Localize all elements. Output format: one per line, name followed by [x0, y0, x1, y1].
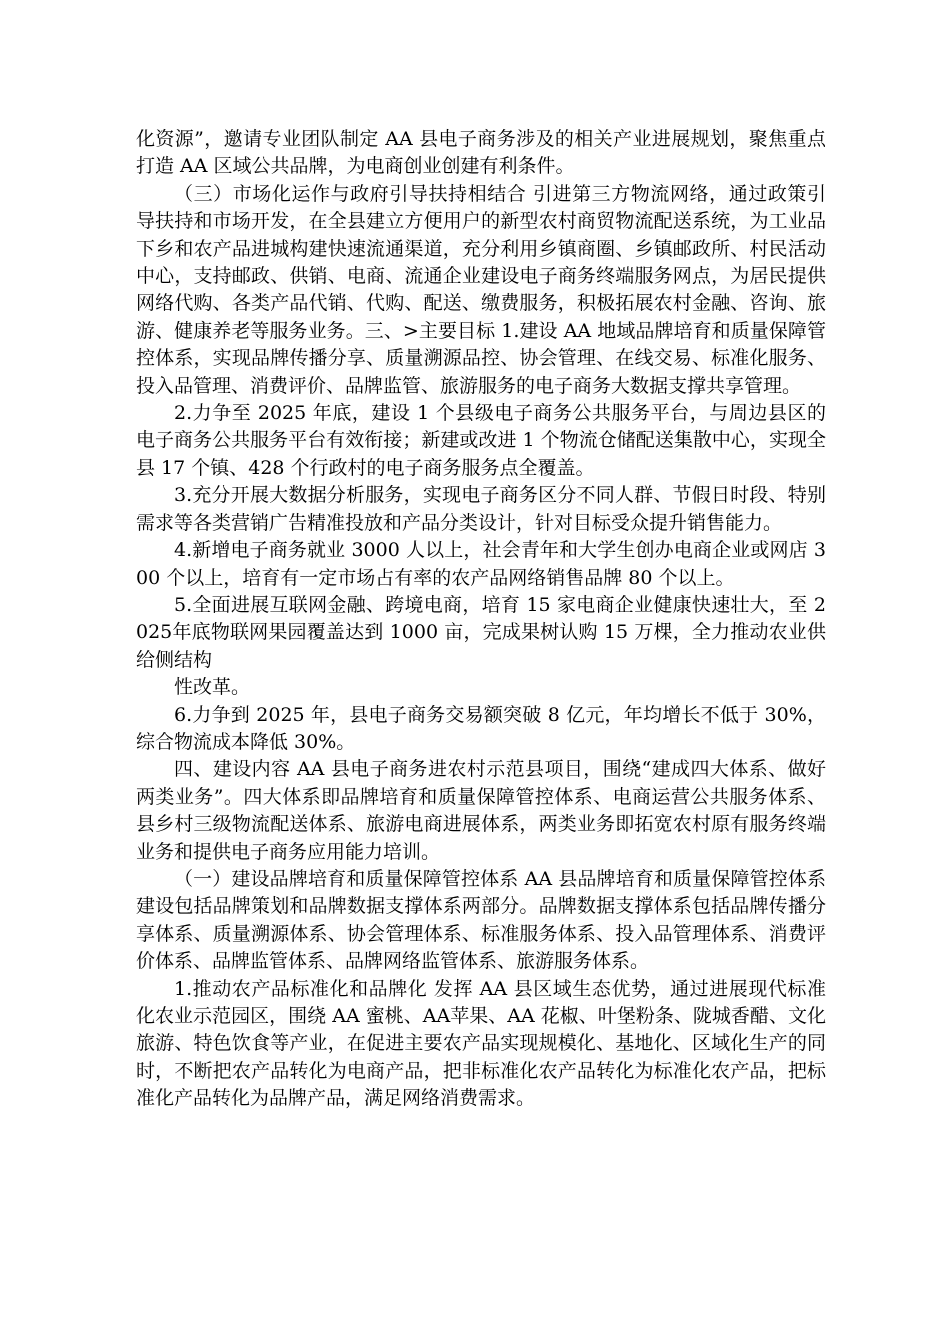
paragraph-goal-6: 6.力争到 2025 年，县电子商务交易额突破 8 亿元，年均增长不低于 30%，综合物流成本降低 30%。: [136, 703, 826, 753]
paragraph-resources-continuation: 化资源”，邀请专业团队制定 AA 县电子商务涉及的相关产业进展规划，聚焦重点打造 AA 区域公共品牌，为电商创业创建有利条件。: [136, 128, 826, 178]
paragraph-construction-content: 四、建设内容 AA 县电子商务进农村示范县项目，围绕“建成四大体系、做好两类业务”。四大体系即品牌培育和质量保障管控体系、电商运营公共服务体系、县乡村三级物流配送体系、旅游电商进展体系，两类业务即拓宽农村原有服务终端业务和提供电子商务应用能力培训。: [136, 758, 826, 863]
paragraph-market-operation: （三）市场化运作与政府引导扶持相结合 引进第三方物流网络，通过政策引导扶持和市场开发，在全县建立方便用户的新型农村商贸物流配送系统，为工业品下乡和农产品进城构建快速流通渠道，充分利用乡镇商圈、乡镇邮政所、村民活动中心，支持邮政、供销、电商、流通企业建设电子商务终端服务网点，为居民提供网络代购、各类产品代销、代购、配送、缴费服务，积极拓展农村金融、咨询、旅游、健康养老等服务业务。三、>主要目标 1.建设 AA 地域品牌培育和质量保障管控体系，实现品牌传播分享、质量溯源品控、协会管理、在线交易、标准化服务、投入品管理、消费评价、品牌监管、旅游服务的电子商务大数据支撑共享管理。: [136, 182, 826, 397]
document-body: [136, 126, 826, 1113]
paragraph-goal-5: 5.全面进展互联网金融、跨境电商，培育 15 家电商企业健康快速壮大，至 2025年底物联网果园覆盖达到 1000 亩，完成果树认购 15 万棵，全力推动农业供给侧结构: [136, 593, 826, 671]
paragraph-goal-5-tail: 性改革。: [174, 676, 251, 699]
paragraph-goal-3: 3.充分开展大数据分析服务，实现电子商务区分不同人群、节假日时段、特别需求等各类营销广告精准投放和产品分类设计，针对目标受众提升销售能力。: [136, 484, 826, 534]
paragraph-goal-2: 2.力争至 2025 年底，建设 1 个县级电子商务公共服务平台，与周边县区的电子商务公共服务平台有效衔接；新建或改进 1 个物流仓储配送集散中心，实现全县 17 个镇、428 个行政村的电子商务服务点全覆盖。: [136, 402, 826, 479]
paragraph-goal-4: 4.新增电子商务就业 3000 人以上，社会青年和大学生创办电商企业或网店 300 个以上，培育有一定市场占有率的农产品网络销售品牌 80 个以上。: [136, 539, 826, 589]
paragraph-brand-system: （一）建设品牌培育和质量保障管控体系 AA 县品牌培育和质量保障管控体系建设包括品牌策划和品牌数据支撑体系两部分。品牌数据支撑体系包括品牌传播分享体系、质量溯源体系、协会管理体系、标准服务体系、投入品管理体系、消费评价体系、品牌监管体系、品牌网络监管体系、旅游服务体系。: [136, 867, 826, 973]
paragraph-standardization: 1.推动农产品标准化和品牌化 发挥 AA 县区域生态优势，通过进展现代标准化农业示范园区，围绕 AA 蜜桃、AA苹果、AA 花椒、叶堡粉条、陇城香醋、文化旅游、特色饮食等产业，在促进主要农产品实现规模化、基地化、区域化生产的同时，不断把农产品转化为电商产品，把非标准化农产品转化为标准化农产品，把标准化产品转化为品牌产品，满足网络消费需求。: [136, 977, 826, 1110]
